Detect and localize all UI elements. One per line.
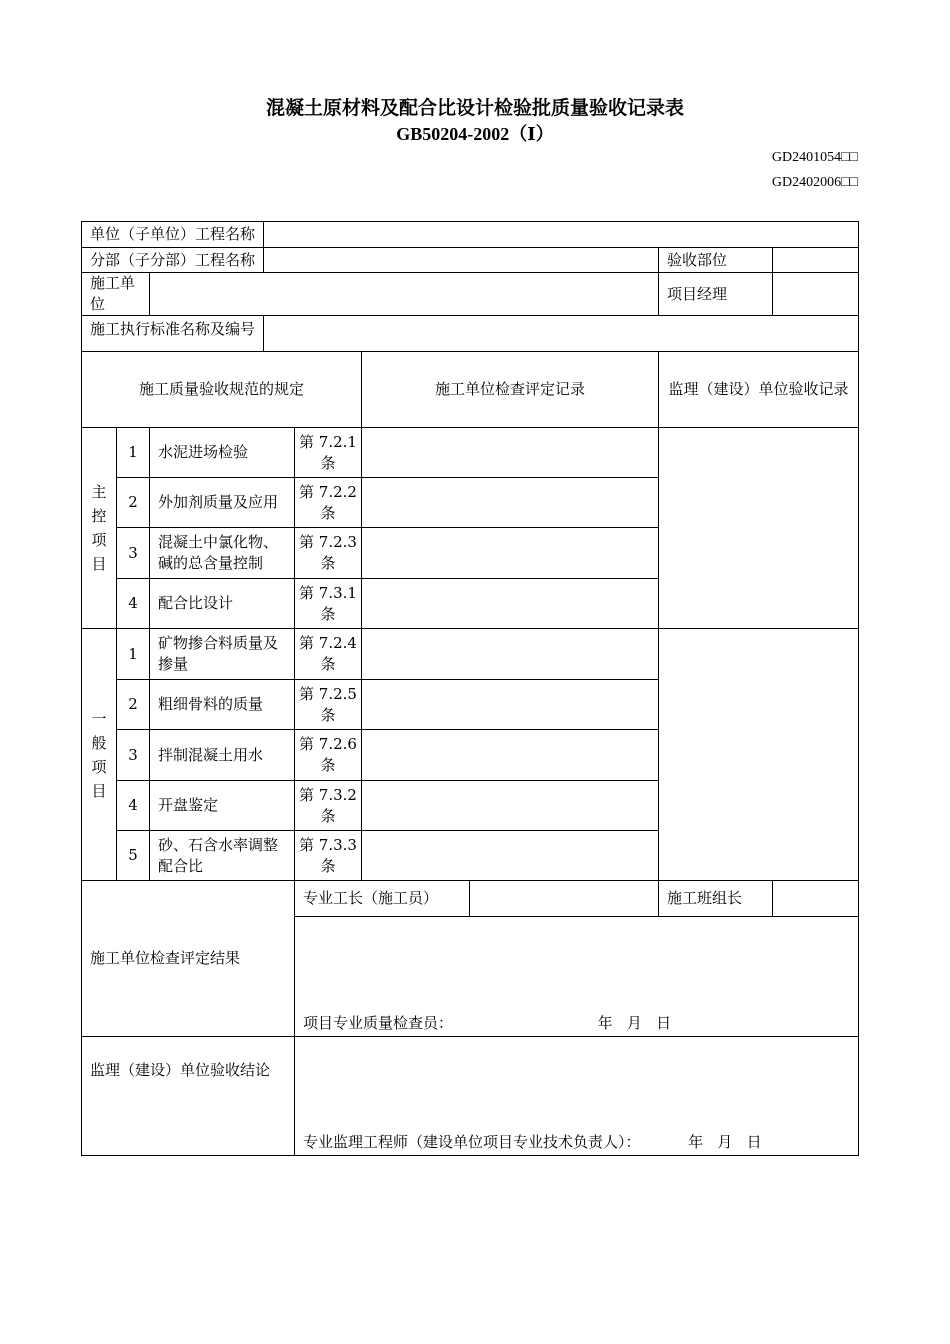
general-item-clause: 第 7.2.5 条 (295, 680, 362, 730)
general-item-no: 3 (117, 730, 150, 781)
main-items-group-text: 主控项目 (91, 483, 107, 573)
conclusion-label: 监理（建设）单位验收结论 (82, 1037, 295, 1156)
conclusion-date: 年 月 日 (688, 1133, 762, 1151)
general-item-record[interactable] (362, 629, 659, 680)
main-item-clause: 第 7.2.1 条 (295, 428, 362, 478)
engineer-label: 专业监理工程师（建设单位项目专业技术负责人）： (303, 1133, 641, 1151)
construction-unit-label: 施工单位 (82, 273, 150, 316)
main-item-record[interactable] (362, 478, 659, 528)
project-manager-value[interactable] (773, 273, 859, 316)
general-items-supervision-cell[interactable] (659, 629, 859, 881)
general-item-name: 矿物掺合料质量及掺量 (150, 629, 295, 680)
general-item-no: 1 (117, 629, 150, 680)
main-item-record[interactable] (362, 428, 659, 478)
main-item-name: 外加剂质量及应用 (150, 478, 295, 528)
general-item-no: 5 (117, 831, 150, 881)
general-item-name: 开盘鉴定 (150, 781, 295, 831)
main-item-name: 水泥进场检验 (150, 428, 295, 478)
general-item-record[interactable] (362, 680, 659, 730)
project-manager-label: 项目经理 (659, 273, 773, 316)
form-subtitle: GB50204-2002（Ⅰ） (396, 124, 554, 144)
general-items-group-label (82, 629, 117, 881)
main-item-no: 1 (117, 428, 150, 478)
main-item-record[interactable] (362, 579, 659, 629)
main-items-supervision-cell[interactable] (659, 428, 859, 629)
acceptance-table (81, 221, 859, 1156)
sub-project-label: 分部（子分部）工程名称 (82, 248, 264, 273)
standard-value[interactable] (264, 316, 859, 352)
acceptance-part-value[interactable] (773, 248, 859, 273)
form-code-1: GD2401054□□ (771, 150, 858, 165)
general-item-clause: 第 7.3.2 条 (295, 781, 362, 831)
general-item-name: 砂、石含水率调整配合比 (150, 831, 295, 881)
supervision-column-header: 监理（建设）单位验收记录 (659, 352, 859, 428)
main-items-group-label (82, 428, 117, 629)
general-items-group-text: 一般项目 (91, 709, 107, 800)
result-label: 施工单位检查评定结果 (82, 881, 295, 1037)
general-item-no: 2 (117, 680, 150, 730)
unit-project-label: 单位（子单位）工程名称 (82, 222, 264, 248)
general-item-record[interactable] (362, 781, 659, 831)
main-item-name: 混凝土中氯化物、碱的总含量控制 (150, 528, 295, 579)
general-item-name: 粗细骨料的质量 (150, 680, 295, 730)
record-column-header: 施工单位检查评定记录 (362, 352, 659, 428)
result-signature-cell[interactable] (295, 917, 859, 1037)
team-leader-label: 施工班组长 (659, 881, 773, 917)
general-item-clause: 第 7.3.3 条 (295, 831, 362, 881)
main-item-clause: 第 7.2.3 条 (295, 528, 362, 579)
result-date: 年 月 日 (597, 1014, 672, 1032)
main-item-name: 配合比设计 (150, 579, 295, 629)
general-item-record[interactable] (362, 831, 659, 881)
spec-column-header: 施工质量验收规范的规定 (82, 352, 362, 428)
main-item-clause: 第 7.3.1 条 (295, 579, 362, 629)
form-code-2: GD2402006□□ (771, 175, 858, 190)
foreman-value[interactable] (470, 881, 659, 917)
main-item-no: 3 (117, 528, 150, 579)
main-item-no: 4 (117, 579, 150, 629)
sub-project-value[interactable] (264, 248, 659, 273)
team-leader-value[interactable] (773, 881, 859, 917)
main-item-record[interactable] (362, 528, 659, 579)
inspector-label: 项目专业质量检查员： (303, 1014, 454, 1032)
general-item-clause: 第 7.2.6 条 (295, 730, 362, 781)
construction-unit-value[interactable] (150, 273, 659, 316)
main-item-clause: 第 7.2.2 条 (295, 478, 362, 528)
main-item-no: 2 (117, 478, 150, 528)
general-item-name: 拌制混凝土用水 (150, 730, 295, 781)
acceptance-part-label: 验收部位 (659, 248, 773, 273)
unit-project-value[interactable] (264, 222, 859, 248)
form-title: 混凝土原材料及配合比设计检验批质量验收记录表 (265, 97, 684, 119)
general-item-record[interactable] (362, 730, 659, 781)
standard-label: 施工执行标准名称及编号 (82, 316, 264, 352)
general-item-clause: 第 7.2.4 条 (295, 629, 362, 680)
general-item-no: 4 (117, 781, 150, 831)
conclusion-signature-cell[interactable] (295, 1037, 859, 1156)
foreman-label: 专业工长（施工员） (295, 881, 470, 917)
